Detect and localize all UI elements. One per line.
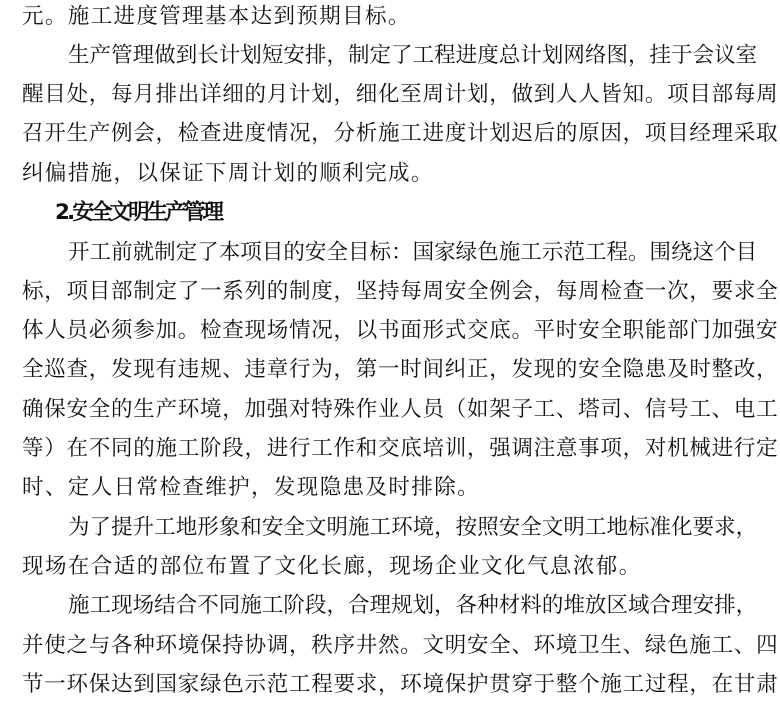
text-line: 等）在不同的施工阶段，进行工作和交底培训，强调注意事项，对机械进行定 <box>22 436 779 461</box>
section-heading: 2.安全文明生产管理 <box>55 200 222 225</box>
text-line: 纠偏措施，以保证下周计划的顺利完成。 <box>22 161 434 186</box>
paragraph-first-line: 为了提升工地形象和安全文明施工环境，按照安全文明工地标准化要求， <box>68 515 758 540</box>
text-line: 现场在合适的部位布置了文化长廊，现场企业文化气息浓郁。 <box>22 554 642 579</box>
text-line: 并使之与各种环境保持协调，秩序井然。文明安全、环境卫生、绿色施工、四 <box>22 633 779 658</box>
text-line: 时、定人日常检查维护，发现隐患及时排除。 <box>22 475 481 500</box>
text-line: 召开生产例会，检查进度情况，分析施工进度计划迟后的原因，项目经理采取 <box>22 121 779 146</box>
text-line: 全巡查，发现有违规、违章行为，第一时间纠正，发现的安全隐患及时整改， <box>22 357 779 382</box>
text-line: 醒目处，每月排出详细的月计划，细化至周计划，做到人人皆知。项目部每周 <box>22 82 779 107</box>
text-line: 元。施工进度管理基本达到预期目标。 <box>22 4 411 29</box>
text-line: 体人员必须参加。检查现场情况，以书面形式交底。平时安全职能部门加强安 <box>22 318 779 343</box>
text-line: 确保安全的生产环境，加强对特殊作业人员（如架子工、塔司、信号工、电工 <box>22 397 779 422</box>
text-line: 标，项目部制定了一系列的制度，坚持每周安全例会，每周检查一次，要求全 <box>22 279 779 304</box>
text-line: 节一环保达到国家绿色示范工程要求，环境保护贯穿于整个施工过程，在甘肃 <box>22 672 779 697</box>
paragraph-first-line: 开工前就制定了本项目的安全目标：国家绿色施工示范工程。围绕这个目 <box>68 240 758 265</box>
paragraph-first-line: 生产管理做到长计划短安排，制定了工程进度总计划网络图，挂于会议室 <box>68 43 758 68</box>
paragraph-first-line: 施工现场结合不同施工阶段，合理规划，各种材料的堆放区域合理安排， <box>68 593 758 618</box>
